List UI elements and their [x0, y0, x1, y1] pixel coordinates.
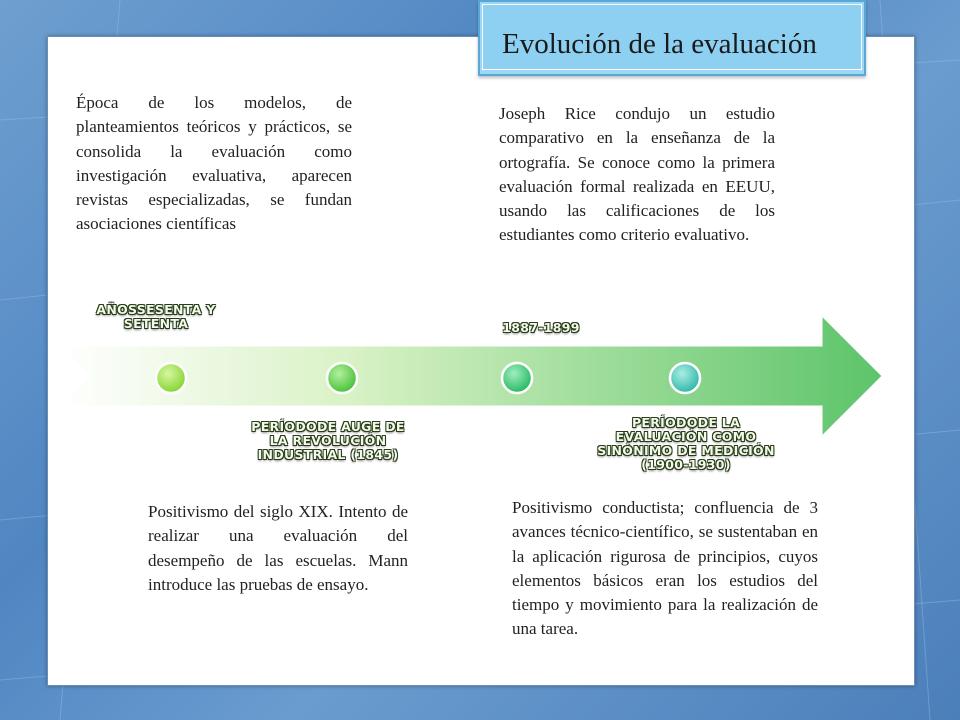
- timeline-dot: [670, 363, 700, 393]
- paragraph-bottom-right: Positivismo conductista; confluencia de 3 avances técnico-científico, se sustentaban en la aplicación rigurosa de principios, cuyos elementos básicos eran los estudios del tiempo y movimiento para la realización de una tarea.: [512, 498, 818, 639]
- title-box: [478, 0, 866, 76]
- paragraph-top-left: Época de los modelos, de planteamientos teóricos y prácticos, se consolida la evaluación como investigación evaluativa, aparecen revistas especializadas, se fundan asociaciones científicas: [76, 93, 352, 234]
- paragraph-top-right: Joseph Rice condujo un estudio comparativo en la enseñanza de la ortografía. Se conoce como la primera evaluación formal realizada en EEUU, usando las calificaciones de los estudiantes como criterio evaluativo.: [499, 104, 775, 245]
- page-title: Evolución de la evaluación: [502, 28, 817, 60]
- timeline-label-top: 1887-1899: [502, 320, 580, 335]
- timeline-dot: [502, 363, 532, 393]
- timeline-label-bottom: PERÍODODE LA EVALUACIÓN COMO SINÓNIMO DE MEDICIÓN (1900-1930): [597, 415, 775, 472]
- timeline-dot: [156, 363, 186, 393]
- paragraph-bottom-left: Positivismo del siglo XIX. Intento de realizar una evaluación del desempeño de las escuelas. Mann introduce las pruebas de ensayo.: [148, 502, 408, 594]
- timeline-label-bottom: PERÍODODE AUGE DE LA REVOLUCIÓN INDUSTRIAL (1845): [251, 419, 405, 462]
- timeline-dot: [327, 363, 357, 393]
- timeline-label-top: AÑOSSESENTA Y SETENTA: [96, 302, 216, 331]
